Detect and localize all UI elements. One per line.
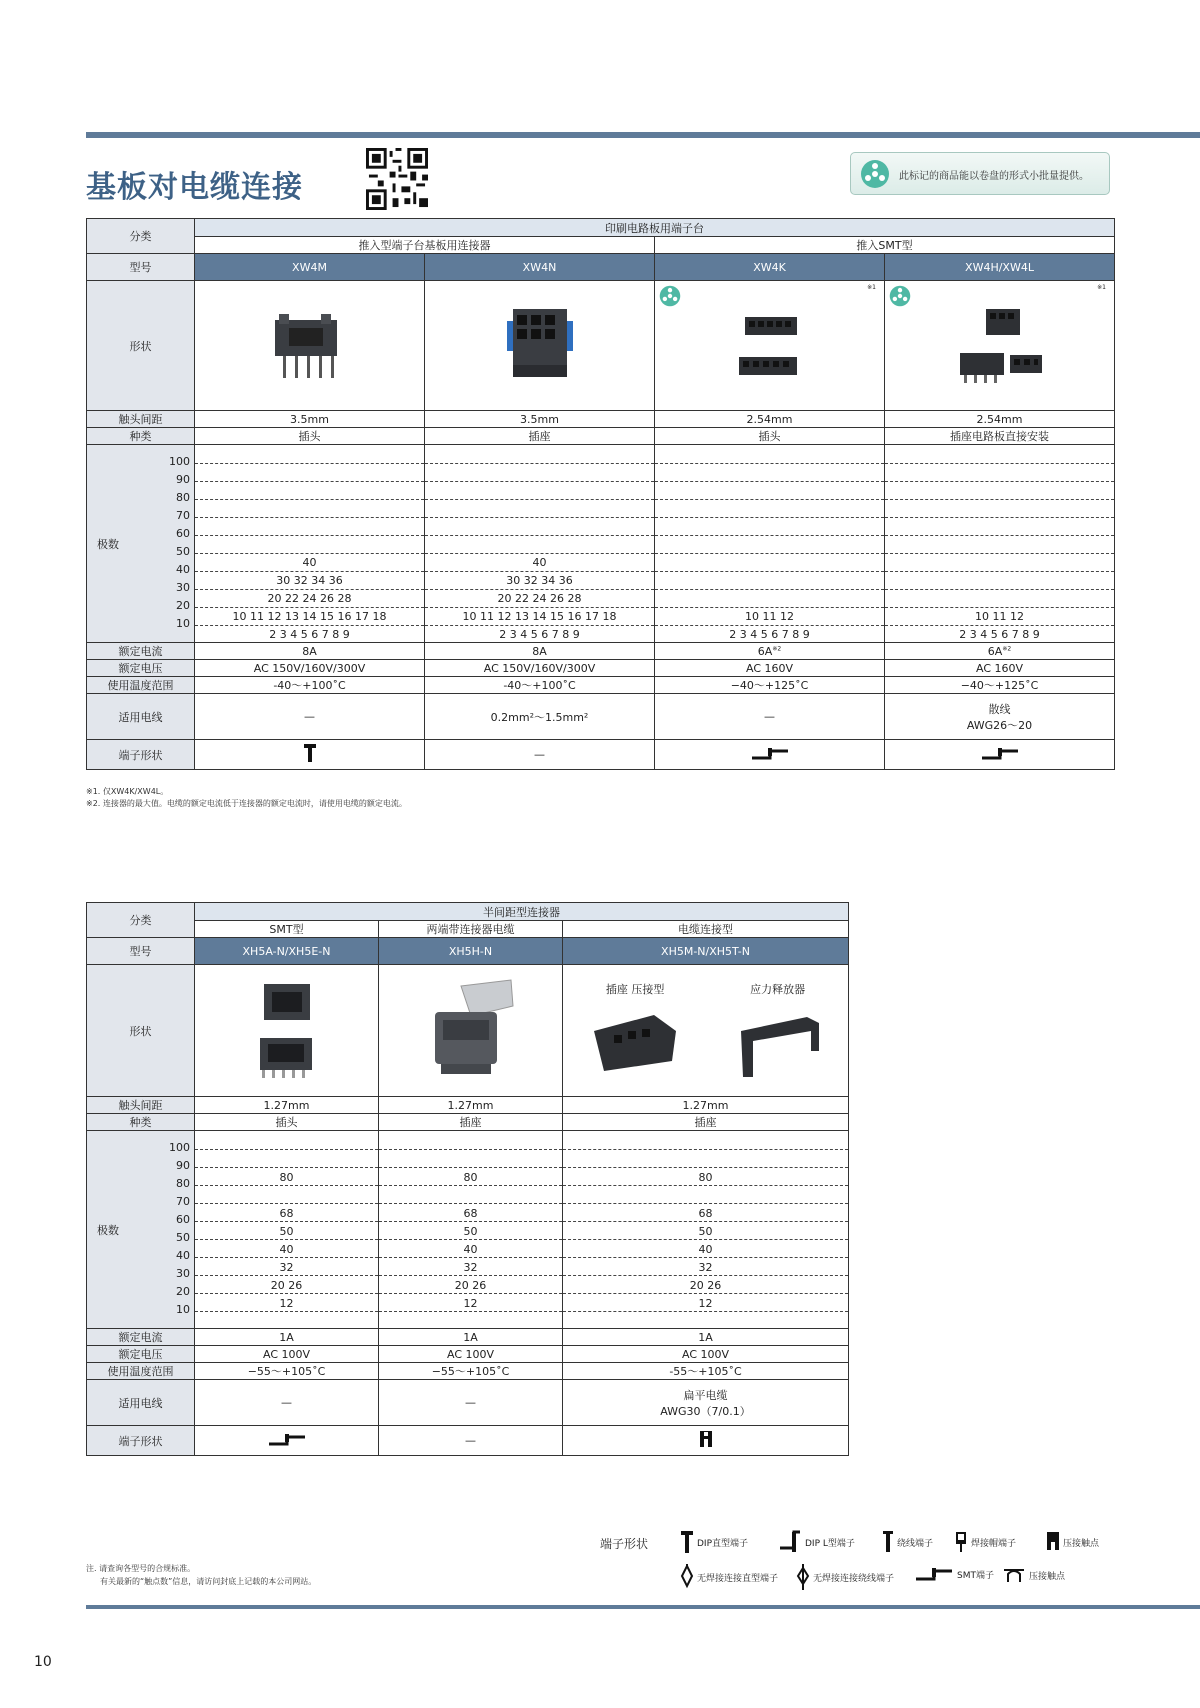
grid-line bbox=[425, 517, 654, 518]
grid-line bbox=[425, 535, 654, 536]
grid-line bbox=[195, 535, 424, 536]
category-sub: 电缆连接型 bbox=[563, 921, 849, 938]
voltage-value: AC 100V bbox=[195, 1346, 379, 1363]
reel-notice-box bbox=[850, 152, 1110, 195]
grid-line bbox=[885, 463, 1114, 464]
row-label-current: 额定电流 bbox=[87, 1329, 195, 1346]
temp-value: -40～+100˚C bbox=[195, 677, 425, 694]
voltage-value: AC 150V/160V/300V bbox=[425, 660, 655, 677]
dip-straight-icon bbox=[680, 1530, 694, 1554]
scale-tick: 50 bbox=[176, 545, 190, 558]
pitch-value: 1.27mm bbox=[195, 1097, 379, 1114]
scale-tick: 40 bbox=[176, 1249, 190, 1262]
grid-line bbox=[195, 1257, 378, 1258]
grid-line bbox=[195, 1293, 378, 1294]
type-value: 插头 bbox=[655, 428, 885, 445]
row-label-voltage: 额定电压 bbox=[87, 1346, 195, 1363]
grid-line bbox=[195, 463, 424, 464]
category-sub: 推入SMT型 bbox=[655, 237, 1115, 254]
legend-item: 焊接帽端子 bbox=[954, 1530, 1016, 1554]
wire-value: 扁平电缆 AWG30（7/0.1） bbox=[563, 1380, 849, 1426]
grid-line bbox=[563, 1239, 848, 1240]
poles-cell bbox=[885, 445, 1115, 643]
grid-line bbox=[655, 535, 884, 536]
shape-label: 应力释放器 bbox=[750, 982, 806, 996]
row-label-terminal: 端子形状 bbox=[87, 740, 195, 770]
poles-cell bbox=[195, 445, 425, 643]
reel-badge-icon bbox=[860, 159, 890, 189]
pole-values: 40 bbox=[279, 1243, 294, 1256]
row-label-shape: 形状 bbox=[87, 965, 195, 1097]
grid-line bbox=[195, 1167, 378, 1168]
category-sub: SMT型 bbox=[195, 921, 379, 938]
current-value: $6A^{※2}$ bbox=[655, 643, 885, 660]
terminal-smt-icon bbox=[195, 1426, 379, 1456]
poles-cell bbox=[655, 445, 885, 643]
pole-values: 50 bbox=[279, 1225, 294, 1238]
legend-item: 压接触点 bbox=[1002, 1566, 1065, 1584]
terminal-dip-icon bbox=[195, 740, 425, 770]
row-label-current: 额定电流 bbox=[87, 643, 195, 660]
pole-values: 32 bbox=[463, 1261, 478, 1274]
grid-line bbox=[379, 1149, 562, 1150]
category-main: 印刷电路板用端子台 bbox=[195, 219, 1115, 237]
grid-line bbox=[885, 553, 1114, 554]
scale-tick: 40 bbox=[176, 563, 190, 576]
type-value: 插头 bbox=[195, 1114, 379, 1131]
poles-cell bbox=[563, 1131, 849, 1329]
current-value: 1A bbox=[563, 1329, 849, 1346]
category-main: 半间距型连接器 bbox=[195, 903, 849, 921]
bottom-rule bbox=[86, 1605, 1200, 1609]
grid-line bbox=[425, 481, 654, 482]
pole-values: 50 bbox=[463, 1225, 478, 1238]
pole-values: 20 26 bbox=[270, 1279, 303, 1292]
legend-item: 压接触点 bbox=[1046, 1530, 1099, 1554]
note-1: 注. 请查询各型号的合规标准。 bbox=[86, 1564, 196, 1573]
pitch-value: 3.5mm bbox=[195, 411, 425, 428]
press-contact-icon bbox=[1002, 1566, 1026, 1584]
grid-line bbox=[195, 607, 424, 608]
row-label-poles: 极数 bbox=[97, 537, 119, 551]
grid-line bbox=[379, 1185, 562, 1186]
row-label-pitch: 触头间距 bbox=[87, 1097, 195, 1114]
grid-line bbox=[195, 625, 424, 626]
temp-value: -55～+105˚C bbox=[563, 1363, 849, 1380]
grid-line bbox=[195, 1239, 378, 1240]
category-sub: 推入型端子台基板用连接器 bbox=[195, 237, 655, 254]
scale-tick: 80 bbox=[176, 491, 190, 504]
model-name: XW4H/XW4L bbox=[885, 254, 1115, 281]
solderless-wrap-icon bbox=[796, 1564, 810, 1590]
pole-values: 50 bbox=[698, 1225, 713, 1238]
pole-values: 68 bbox=[279, 1207, 294, 1220]
grid-line bbox=[563, 1149, 848, 1150]
grid-line bbox=[379, 1311, 562, 1312]
grid-line bbox=[425, 571, 654, 572]
type-value: 插座 bbox=[563, 1114, 849, 1131]
wire-value: — bbox=[379, 1380, 563, 1426]
pole-values: 30 32 34 36 bbox=[276, 574, 343, 587]
page-title: 基板对电缆连接 bbox=[86, 170, 303, 205]
pole-values: 20 22 24 26 28 bbox=[497, 592, 582, 605]
grid-line bbox=[885, 571, 1114, 572]
note-2: 有关最新的“触点数”信息，请访问封底上记载的本公司网站。 bbox=[100, 1577, 317, 1586]
product-image-xh5h bbox=[379, 965, 563, 1097]
grid-line bbox=[195, 1221, 378, 1222]
pitch-value: 1.27mm bbox=[379, 1097, 563, 1114]
pole-scale bbox=[162, 445, 190, 643]
legend-item: DIP L型端子 bbox=[778, 1530, 855, 1554]
smt-terminal-icon bbox=[914, 1566, 954, 1582]
pole-values: 20 26 bbox=[689, 1279, 722, 1292]
grid-line bbox=[195, 1275, 378, 1276]
current-value: 8A bbox=[425, 643, 655, 660]
row-label-terminal: 端子形状 bbox=[87, 1426, 195, 1456]
type-value: 插座电路板直接安装 bbox=[885, 428, 1115, 445]
row-label-wire: 适用电线 bbox=[87, 1380, 195, 1426]
pole-values: 40 bbox=[302, 556, 317, 569]
row-label-type: 种类 bbox=[87, 428, 195, 445]
grid-line bbox=[655, 607, 884, 608]
pole-scale bbox=[162, 1131, 190, 1329]
pole-values: 2 3 4 5 6 7 8 9 bbox=[499, 628, 580, 641]
current-value: 1A bbox=[379, 1329, 563, 1346]
grid-line bbox=[563, 1293, 848, 1294]
grid-line bbox=[885, 607, 1114, 608]
product-image-xw4k bbox=[655, 281, 885, 411]
reel-badge-icon bbox=[889, 285, 911, 307]
scale-tick: 10 bbox=[176, 617, 190, 630]
scale-tick: 100 bbox=[169, 455, 190, 468]
wire-value: — bbox=[655, 694, 885, 740]
pole-values: 12 bbox=[463, 1297, 478, 1310]
poles-cell bbox=[379, 1131, 563, 1329]
grid-line bbox=[655, 625, 884, 626]
grid-line bbox=[655, 481, 884, 482]
grid-line bbox=[655, 571, 884, 572]
wire-value: — bbox=[195, 694, 425, 740]
scale-tick: 90 bbox=[176, 473, 190, 486]
pole-values: 40 bbox=[463, 1243, 478, 1256]
grid-line bbox=[425, 553, 654, 554]
row-label-type: 种类 bbox=[87, 1114, 195, 1131]
strain-relief-image bbox=[727, 1001, 827, 1081]
pole-values: 10 11 12 13 14 15 16 17 18 bbox=[232, 610, 387, 623]
grid-line bbox=[563, 1257, 848, 1258]
grid-line bbox=[379, 1203, 562, 1204]
grid-line bbox=[195, 1203, 378, 1204]
grid-line bbox=[885, 535, 1114, 536]
grid-line bbox=[563, 1221, 848, 1222]
poles-label-cell bbox=[87, 1131, 195, 1329]
row-label-wire: 适用电线 bbox=[87, 694, 195, 740]
product-image-xw4m bbox=[195, 281, 425, 411]
model-name: XH5A-N/XH5E-N bbox=[195, 938, 379, 965]
pole-values: 2 3 4 5 6 7 8 9 bbox=[729, 628, 810, 641]
grid-line bbox=[379, 1221, 562, 1222]
grid-line bbox=[655, 499, 884, 500]
footnote-2: ※2. 连接器的最大值。电缆的额定电流低于连接器的额定电流时，请使用电缆的额定电流。 bbox=[86, 799, 407, 808]
pole-values: 32 bbox=[279, 1261, 294, 1274]
pitch-value: 3.5mm bbox=[425, 411, 655, 428]
voltage-value: AC 160V bbox=[885, 660, 1115, 677]
scale-tick: 20 bbox=[176, 1285, 190, 1298]
temp-value: -40～+100˚C bbox=[425, 677, 655, 694]
pole-values: 40 bbox=[698, 1243, 713, 1256]
grid-line bbox=[425, 607, 654, 608]
pole-values: 68 bbox=[698, 1207, 713, 1220]
row-label-model: 型号 bbox=[87, 938, 195, 965]
pole-values: 12 bbox=[698, 1297, 713, 1310]
cable-assembly-image bbox=[421, 976, 521, 1086]
grid-line bbox=[425, 463, 654, 464]
row-label-shape: 形状 bbox=[87, 281, 195, 411]
grid-line bbox=[563, 1203, 848, 1204]
voltage-value: AC 150V/160V/300V bbox=[195, 660, 425, 677]
grid-line bbox=[885, 481, 1114, 482]
solder-cup-icon bbox=[954, 1530, 968, 1554]
wire-value: — bbox=[195, 1380, 379, 1426]
qr-code-icon bbox=[366, 148, 428, 210]
row-label-voltage: 额定电压 bbox=[87, 660, 195, 677]
model-name: XW4N bbox=[425, 254, 655, 281]
terminal-value: — bbox=[379, 1426, 563, 1456]
grid-line bbox=[563, 1167, 848, 1168]
scale-tick: 30 bbox=[176, 581, 190, 594]
model-name: XH5M-N/XH5T-N bbox=[563, 938, 849, 965]
scale-tick: 10 bbox=[176, 1303, 190, 1316]
voltage-value: AC 100V bbox=[379, 1346, 563, 1363]
type-value: 插座 bbox=[379, 1114, 563, 1131]
pitch-value: 2.54mm bbox=[655, 411, 885, 428]
grid-line bbox=[379, 1239, 562, 1240]
pole-values: 30 32 34 36 bbox=[506, 574, 573, 587]
poles-cell bbox=[425, 445, 655, 643]
grid-line bbox=[195, 1185, 378, 1186]
legend-item: 绕线端子 bbox=[882, 1530, 933, 1554]
footnote-mark: ※1 bbox=[867, 284, 876, 291]
smt-half-pitch-image bbox=[242, 976, 332, 1086]
wire-value: 散线 AWG26～20 bbox=[885, 694, 1115, 740]
product-image-xh5a bbox=[195, 965, 379, 1097]
current-value: $6A^{※2}$ bbox=[885, 643, 1115, 660]
grid-line bbox=[885, 499, 1114, 500]
row-label-poles: 极数 bbox=[97, 1223, 119, 1237]
pole-values: 68 bbox=[463, 1207, 478, 1220]
grid-line bbox=[885, 517, 1114, 518]
pole-values: 80 bbox=[698, 1171, 713, 1184]
crimp-contact-icon bbox=[1046, 1530, 1060, 1554]
product-image-xw4n bbox=[425, 281, 655, 411]
idc-socket-image bbox=[584, 1001, 684, 1081]
legend-item: DIP直型端子 bbox=[680, 1530, 748, 1554]
wire-value: 0.2mm²～1.5mm² bbox=[425, 694, 655, 740]
scale-tick: 90 bbox=[176, 1159, 190, 1172]
grid-line bbox=[195, 571, 424, 572]
temp-value: −55～+105˚C bbox=[379, 1363, 563, 1380]
header-connector-image bbox=[265, 306, 355, 386]
page-number: 10 bbox=[34, 1654, 52, 1670]
grid-line bbox=[195, 481, 424, 482]
row-label-temp: 使用温度范围 bbox=[87, 1363, 195, 1380]
smt-socket-image bbox=[950, 301, 1050, 391]
pole-values: 80 bbox=[279, 1171, 294, 1184]
footnote-1: ※1. 仅XW4K/XW4L。 bbox=[86, 787, 169, 796]
row-label-pitch: 触头间距 bbox=[87, 411, 195, 428]
grid-line bbox=[379, 1293, 562, 1294]
product-image-xw4h bbox=[885, 281, 1115, 411]
pole-values: 32 bbox=[698, 1261, 713, 1274]
row-label-model: 型号 bbox=[87, 254, 195, 281]
terminal-idc-icon bbox=[563, 1426, 849, 1456]
pole-values: 2 3 4 5 6 7 8 9 bbox=[959, 628, 1040, 641]
poles-label-cell bbox=[87, 445, 195, 643]
row-label-category: 分类 bbox=[87, 219, 195, 254]
pole-values: 10 11 12 bbox=[975, 610, 1024, 623]
spec-table-xw4 bbox=[86, 218, 1115, 770]
scale-tick: 70 bbox=[176, 509, 190, 522]
terminal-value: — bbox=[425, 740, 655, 770]
grid-line bbox=[563, 1311, 848, 1312]
top-rule bbox=[86, 132, 1200, 138]
row-label-temp: 使用温度范围 bbox=[87, 677, 195, 694]
grid-line bbox=[563, 1275, 848, 1276]
pole-values: 20 26 bbox=[454, 1279, 487, 1292]
wire-wrap-icon bbox=[882, 1530, 894, 1554]
scale-tick: 100 bbox=[169, 1141, 190, 1154]
grid-line bbox=[655, 589, 884, 590]
legend-item: 无焊接连接绕线端子 bbox=[796, 1564, 894, 1590]
solderless-straight-icon bbox=[680, 1564, 694, 1590]
model-name: XH5H-N bbox=[379, 938, 563, 965]
terminal-smt-icon bbox=[885, 740, 1115, 770]
grid-line bbox=[425, 499, 654, 500]
category-sub: 两端带连接器电缆 bbox=[379, 921, 563, 938]
scale-tick: 30 bbox=[176, 1267, 190, 1280]
grid-line bbox=[379, 1257, 562, 1258]
reel-notice-text: 此标记的商品能以卷盘的形式小批量提供。 bbox=[899, 171, 1089, 182]
shape-label: 插座 压接型 bbox=[605, 982, 665, 996]
voltage-value: AC 100V bbox=[563, 1346, 849, 1363]
scale-tick: 70 bbox=[176, 1195, 190, 1208]
type-value: 插座 bbox=[425, 428, 655, 445]
smt-header-image bbox=[725, 301, 815, 391]
grid-line bbox=[563, 1185, 848, 1186]
grid-line bbox=[379, 1167, 562, 1168]
model-name: XW4M bbox=[195, 254, 425, 281]
grid-line bbox=[195, 517, 424, 518]
temp-value: −40～+125˚C bbox=[885, 677, 1115, 694]
reel-badge-icon bbox=[659, 285, 681, 307]
temp-value: −40～+125˚C bbox=[655, 677, 885, 694]
grid-line bbox=[885, 589, 1114, 590]
grid-line bbox=[195, 589, 424, 590]
product-image-xh5m bbox=[563, 965, 849, 1097]
grid-line bbox=[195, 553, 424, 554]
current-value: 8A bbox=[195, 643, 425, 660]
grid-line bbox=[425, 589, 654, 590]
pole-values: 10 11 12 13 14 15 16 17 18 bbox=[462, 610, 617, 623]
pole-values: 80 bbox=[463, 1171, 478, 1184]
dip-l-icon bbox=[778, 1530, 802, 1554]
current-value: 1A bbox=[195, 1329, 379, 1346]
terminal-smt-icon bbox=[655, 740, 885, 770]
grid-line bbox=[885, 625, 1114, 626]
grid-line bbox=[195, 1149, 378, 1150]
pole-values: 2 3 4 5 6 7 8 9 bbox=[269, 628, 350, 641]
scale-tick: 20 bbox=[176, 599, 190, 612]
pitch-value: 2.54mm bbox=[885, 411, 1115, 428]
model-name: XW4K bbox=[655, 254, 885, 281]
row-label-category: 分类 bbox=[87, 903, 195, 938]
pole-values: 40 bbox=[532, 556, 547, 569]
grid-line bbox=[195, 1311, 378, 1312]
terminal-legend bbox=[600, 1530, 1120, 1600]
grid-line bbox=[379, 1275, 562, 1276]
type-value: 插头 bbox=[195, 428, 425, 445]
pole-values: 20 22 24 26 28 bbox=[267, 592, 352, 605]
grid-line bbox=[655, 553, 884, 554]
spec-table-xh5 bbox=[86, 902, 849, 1456]
legend-item: SMT端子 bbox=[914, 1566, 994, 1582]
scale-tick: 80 bbox=[176, 1177, 190, 1190]
scale-tick: 50 bbox=[176, 1231, 190, 1244]
temp-value: −55～+105˚C bbox=[195, 1363, 379, 1380]
legend-item: 无焊接连接直型端子 bbox=[680, 1564, 778, 1590]
pitch-value: 1.27mm bbox=[563, 1097, 849, 1114]
scale-tick: 60 bbox=[176, 527, 190, 540]
socket-connector-image bbox=[495, 301, 585, 391]
scale-tick: 60 bbox=[176, 1213, 190, 1226]
pole-values: 10 11 12 bbox=[745, 610, 794, 623]
grid-line bbox=[195, 499, 424, 500]
grid-line bbox=[425, 625, 654, 626]
footnote-mark: ※1 bbox=[1097, 284, 1106, 291]
legend-title: 端子形状 bbox=[600, 1537, 649, 1551]
poles-cell bbox=[195, 1131, 379, 1329]
pole-values: 12 bbox=[279, 1297, 294, 1310]
voltage-value: AC 160V bbox=[655, 660, 885, 677]
grid-line bbox=[655, 463, 884, 464]
grid-line bbox=[655, 517, 884, 518]
